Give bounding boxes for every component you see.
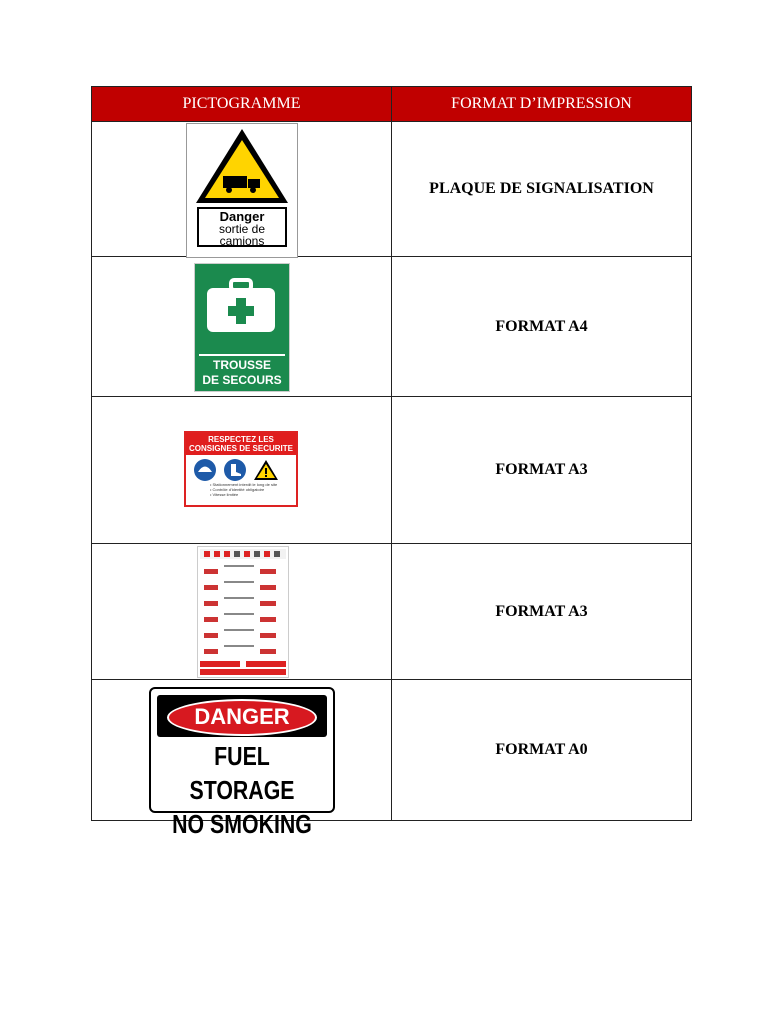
truck-warning-icon — [193, 126, 291, 206]
sign-text-box — [197, 207, 287, 247]
sign-line: CONSIGNES DE SECURITE — [188, 444, 293, 453]
format-cell: FORMAT A0 — [392, 680, 692, 821]
truck-exit-sign — [186, 123, 298, 258]
helmet-icon — [192, 458, 218, 482]
sign-line: NO SMOKING — [172, 809, 312, 839]
pictogram-cell — [92, 397, 392, 544]
table-row — [92, 122, 692, 257]
pictogram-table — [91, 86, 692, 839]
pictogram-cell — [92, 257, 392, 397]
sign-line: sortie de — [218, 222, 266, 236]
sign-icons — [186, 455, 296, 482]
safety-poster-icon — [198, 547, 288, 677]
sign-line: DE SECOURS — [202, 373, 282, 387]
danger-banner — [157, 695, 327, 737]
format-cell: FORMAT A3 — [392, 397, 692, 544]
sign-rule: • Vitesse limitée — [210, 492, 239, 497]
table-row — [92, 680, 692, 821]
sign-label — [199, 354, 285, 392]
safety-boots-icon — [222, 458, 248, 482]
fuel-storage-sign — [149, 687, 335, 839]
header-format: FORMAT D’IMPRESSION — [392, 87, 692, 122]
sign-line: FUEL STORAGE — [189, 741, 295, 805]
sign-line: RESPECTEZ LES — [208, 435, 274, 444]
warning-icon — [252, 458, 280, 482]
danger-oval: DANGER — [167, 699, 317, 736]
table-row — [92, 257, 692, 397]
pictogram-cell — [92, 544, 392, 680]
pictogram-cell — [92, 680, 392, 839]
first-aid-kit-icon — [205, 278, 277, 334]
format-cell: PLAQUE DE SIGNALISATION — [392, 122, 692, 257]
first-aid-sign — [194, 263, 290, 392]
pictogram-cell — [92, 122, 392, 257]
header-pictogram: PICTOGRAMME — [92, 87, 392, 122]
format-cell: FORMAT A3 — [392, 544, 692, 680]
sign-line: Danger — [219, 209, 265, 224]
sign-header — [186, 433, 296, 455]
sign-line: TROUSSE — [212, 358, 271, 372]
sign-text — [167, 739, 316, 841]
sign-line: camions — [219, 234, 265, 248]
table-row — [92, 544, 692, 680]
format-cell: FORMAT A4 — [392, 257, 692, 397]
sign-rule: • Stationnement interdit le long de site — [210, 482, 278, 487]
safety-instructions-sign — [184, 431, 298, 507]
sign-rule: • Contrôle d'identité obligatoire — [210, 487, 265, 492]
safety-poster — [197, 546, 289, 678]
table-row — [92, 397, 692, 544]
sign-rules — [186, 482, 296, 497]
